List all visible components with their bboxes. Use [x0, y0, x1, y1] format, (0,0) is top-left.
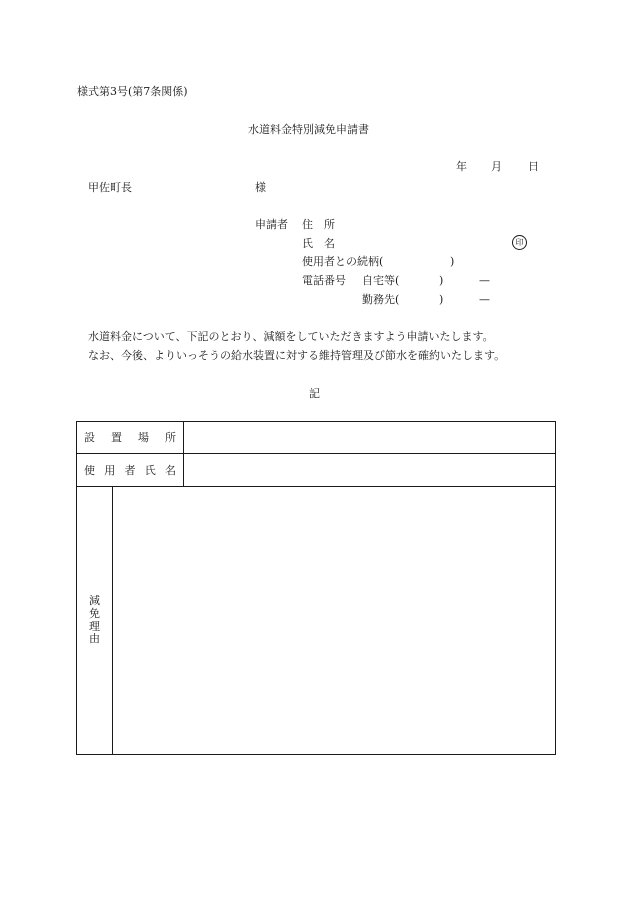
relation-label: 使用者との続柄( — [302, 255, 384, 268]
body-text-line-1: 水道料金について、下記のとおり、減額をしていただきますよう申請いたします。 — [88, 330, 494, 343]
document-title: 水道料金特別減免申請書 — [248, 123, 369, 136]
relation-close-paren: ) — [450, 255, 455, 268]
table-row — [77, 487, 556, 755]
reason-cell — [77, 487, 556, 755]
addressee-honorific: 様 — [255, 181, 266, 194]
reason-field[interactable] — [113, 487, 555, 754]
address-label: 住 所 — [302, 218, 335, 231]
home-phone-label: 自宅等( — [362, 274, 400, 287]
user-name-label: 使用者氏名 — [84, 463, 176, 477]
application-table — [76, 421, 556, 755]
addressee-name: 甲佐町長 — [88, 181, 132, 194]
seal-mark-icon: 印 — [512, 235, 527, 250]
date-month: 月 — [491, 160, 502, 173]
table-row — [77, 454, 556, 487]
reason-label-cell — [77, 487, 113, 754]
date-year: 年 — [456, 160, 467, 173]
body-text-line-2: なお、今後、よりいっそうの給水装置に対する維持管理及び節水を確約いたします。 — [88, 349, 506, 362]
location-label-cell — [77, 422, 184, 454]
form-number: 様式第3号(第7条関係) — [77, 85, 188, 98]
date-day: 日 — [528, 160, 539, 173]
location-field[interactable] — [184, 422, 556, 454]
user-name-label-cell — [77, 454, 184, 487]
applicant-label: 申請者 — [255, 218, 288, 231]
table-row — [77, 422, 556, 454]
reason-label: 減免理由 — [89, 594, 100, 646]
note-heading: 記 — [309, 387, 320, 400]
home-phone-close-paren: ) — [439, 274, 444, 287]
user-name-field[interactable] — [184, 454, 556, 487]
name-label: 氏 名 — [302, 237, 335, 250]
work-phone-close-paren: ) — [439, 293, 444, 306]
work-phone-dash: — — [479, 293, 490, 306]
phone-label: 電話番号 — [302, 274, 346, 287]
home-phone-dash: — — [479, 274, 490, 287]
work-phone-label: 勤務先( — [362, 293, 400, 306]
location-label: 設置場所 — [84, 431, 176, 444]
